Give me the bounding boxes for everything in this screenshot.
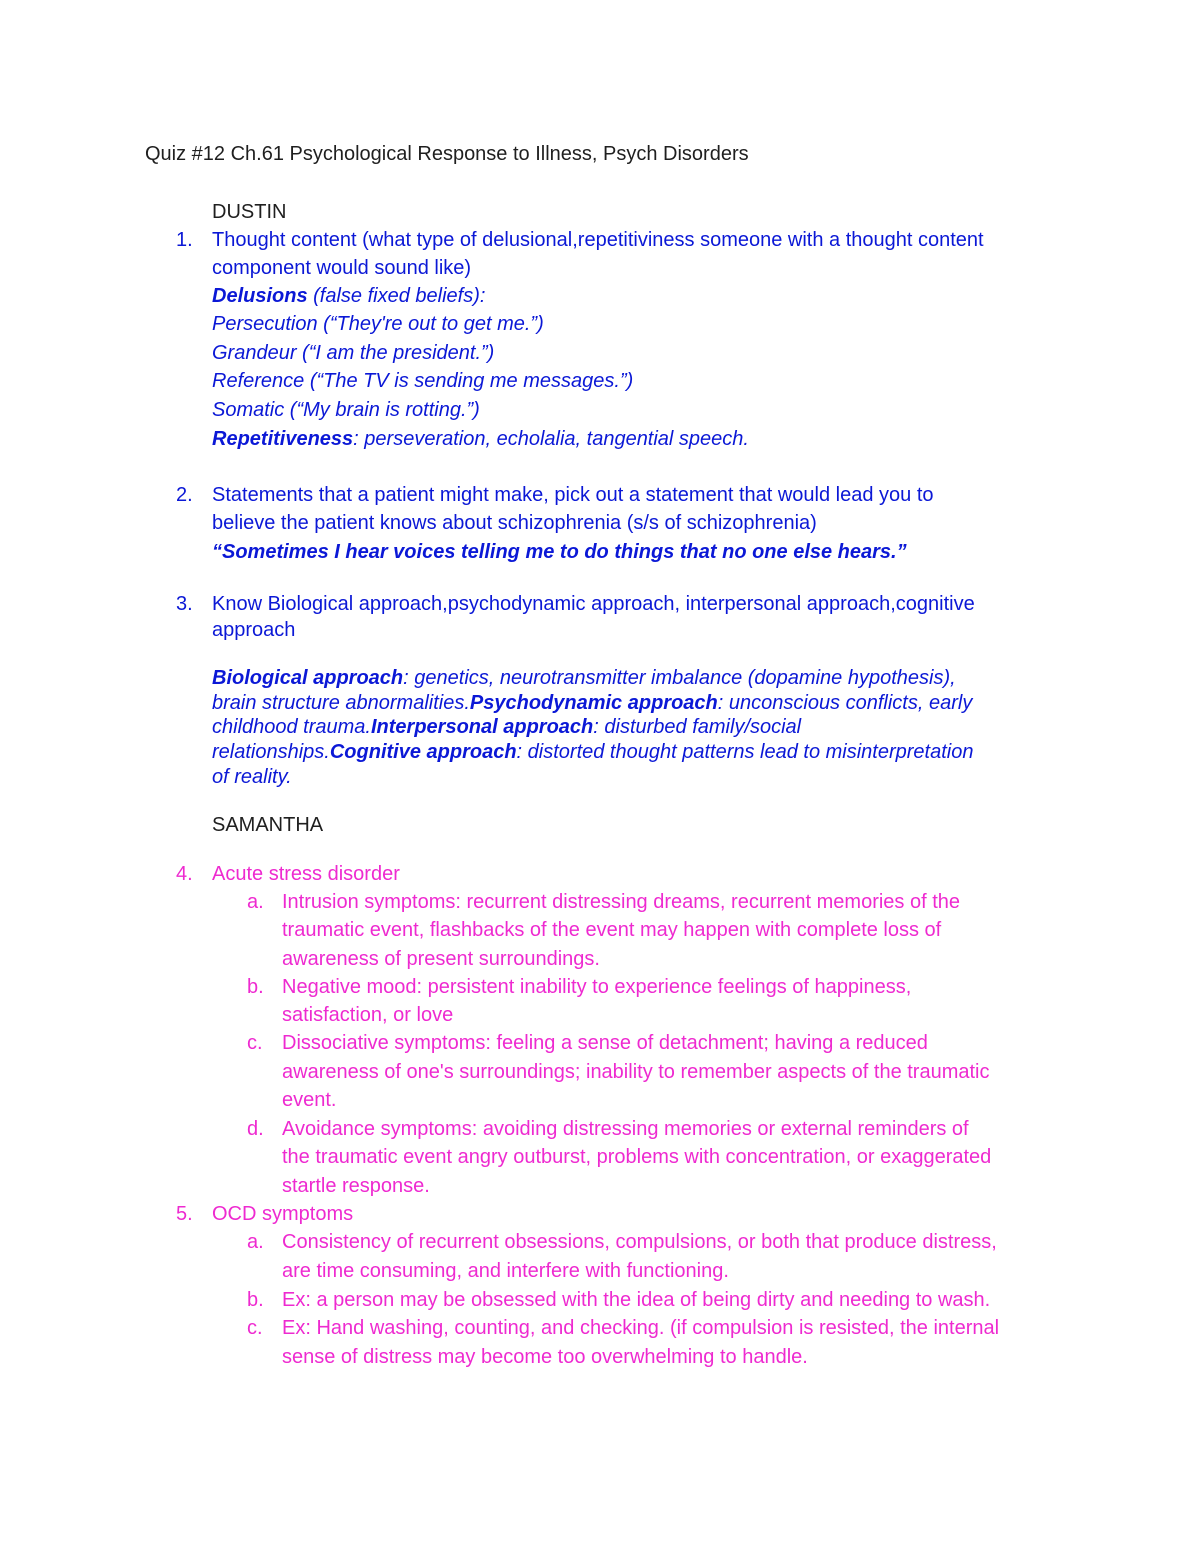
example-line: Grandeur (“I am the president.”) xyxy=(212,342,495,364)
example-line: Persecution (“They're out to get me.”) xyxy=(212,313,544,335)
item-number: 3. xyxy=(176,593,193,615)
answer-quote: “Sometimes I hear voices telling me to do things that no one else hears.” xyxy=(212,541,907,563)
sub-item-line: the traumatic event angry outburst, problems with concentration, or exaggerated xyxy=(282,1146,992,1168)
sub-item-letter: d. xyxy=(247,1118,264,1140)
question-text-line: component would sound like) xyxy=(212,257,472,279)
item-number: 4. xyxy=(176,863,193,885)
term-label: Interpersonal approach xyxy=(370,716,594,738)
list-title: OCD symptoms xyxy=(212,1203,354,1225)
sub-item-line: Negative mood: persistent inability to experience feelings of happiness, xyxy=(282,976,912,998)
term-description: : distorted thought patterns lead to misinterpretation xyxy=(516,741,974,763)
term-label: Repetitiveness xyxy=(212,428,354,450)
sub-item-line: satisfaction, or love xyxy=(282,1004,454,1026)
sub-item-line: Dissociative symptoms: feeling a sense of detachment; having a reduced xyxy=(282,1032,928,1054)
term-label: Biological approach xyxy=(212,667,404,689)
sub-item-line: event. xyxy=(282,1089,337,1111)
sub-item-letter: c. xyxy=(247,1317,263,1339)
term-label: Delusions xyxy=(212,285,308,307)
term-description: brain structure abnormalities. xyxy=(212,692,470,714)
question-text-line: Statements that a patient might make, pick out a statement that would lead you to xyxy=(212,484,934,506)
question-text-line: believe the patient knows about schizophrenia (s/s of schizophrenia) xyxy=(212,512,817,534)
term-label: Cognitive approach xyxy=(329,741,517,763)
sub-item-letter: c. xyxy=(247,1032,263,1054)
sub-item-line: traumatic event, flashbacks of the event may happen with complete loss of xyxy=(282,919,942,941)
answer-line xyxy=(212,666,956,690)
sub-item-letter: b. xyxy=(247,976,264,998)
answer-line: of reality. xyxy=(212,766,292,788)
answer-line xyxy=(212,740,973,764)
sub-item-line: startle response. xyxy=(282,1175,430,1197)
item-number: 2. xyxy=(176,484,193,506)
sub-item-line: Consistency of recurrent obsessions, compulsions, or both that produce distress, xyxy=(282,1231,997,1253)
section-heading-samantha: SAMANTHA xyxy=(212,814,324,836)
sub-item-line: Avoidance symptoms: avoiding distressing memories or external reminders of xyxy=(282,1118,969,1140)
term-description: : perseveration, echolalia, tangential speech. xyxy=(353,428,749,450)
sub-item-line: awareness of one's surroundings; inability to remember aspects of the traumatic xyxy=(282,1061,990,1083)
term-description: relationships. xyxy=(212,741,330,763)
example-line: Somatic (“My brain is rotting.”) xyxy=(212,399,480,421)
term-label: Psychodynamic approach xyxy=(469,692,718,714)
sub-item-line: sense of distress may become too overwhelming to handle. xyxy=(282,1346,808,1368)
answer-line xyxy=(212,691,972,715)
answer-line xyxy=(212,427,749,451)
sub-item-letter: b. xyxy=(247,1289,264,1311)
list-title: Acute stress disorder xyxy=(212,863,400,885)
term-description: : unconscious conflicts, early xyxy=(717,692,973,714)
answer-line xyxy=(212,715,801,739)
term-description: childhood trauma. xyxy=(212,716,371,738)
term-description: : genetics, neurotransmitter imbalance (dopamine hypothesis), xyxy=(403,667,956,689)
section-heading-dustin: DUSTIN xyxy=(212,201,287,223)
sub-item-line: are time consuming, and interfere with functioning. xyxy=(282,1260,729,1282)
sub-item-line: awareness of present surroundings. xyxy=(282,948,600,970)
sub-item-line: Intrusion symptoms: recurrent distressing dreams, recurrent memories of the xyxy=(282,891,961,913)
term-description: : disturbed family/social xyxy=(593,716,802,738)
document-title: Quiz #12 Ch.61 Psychological Response to Illness, Psych Disorders xyxy=(145,143,749,165)
question-text-line: approach xyxy=(212,619,296,641)
question-text-line: Know Biological approach,psychodynamic approach, interpersonal approach,cognitive xyxy=(212,593,975,615)
sub-item-letter: a. xyxy=(247,891,264,913)
item-number: 5. xyxy=(176,1203,193,1225)
question-text-line: Thought content (what type of delusional,repetitiviness someone with a thought content xyxy=(212,229,984,251)
sub-item-line: Ex: Hand washing, counting, and checking. (if compulsion is resisted, the internal xyxy=(282,1317,1000,1339)
answer-line xyxy=(212,284,485,308)
item-number: 1. xyxy=(176,229,193,251)
term-description: (false fixed beliefs): xyxy=(307,285,486,307)
example-line: Reference (“The TV is sending me messages.”) xyxy=(212,370,634,392)
sub-item-line: Ex: a person may be obsessed with the idea of being dirty and needing to wash. xyxy=(282,1289,991,1311)
sub-item-letter: a. xyxy=(247,1231,264,1253)
